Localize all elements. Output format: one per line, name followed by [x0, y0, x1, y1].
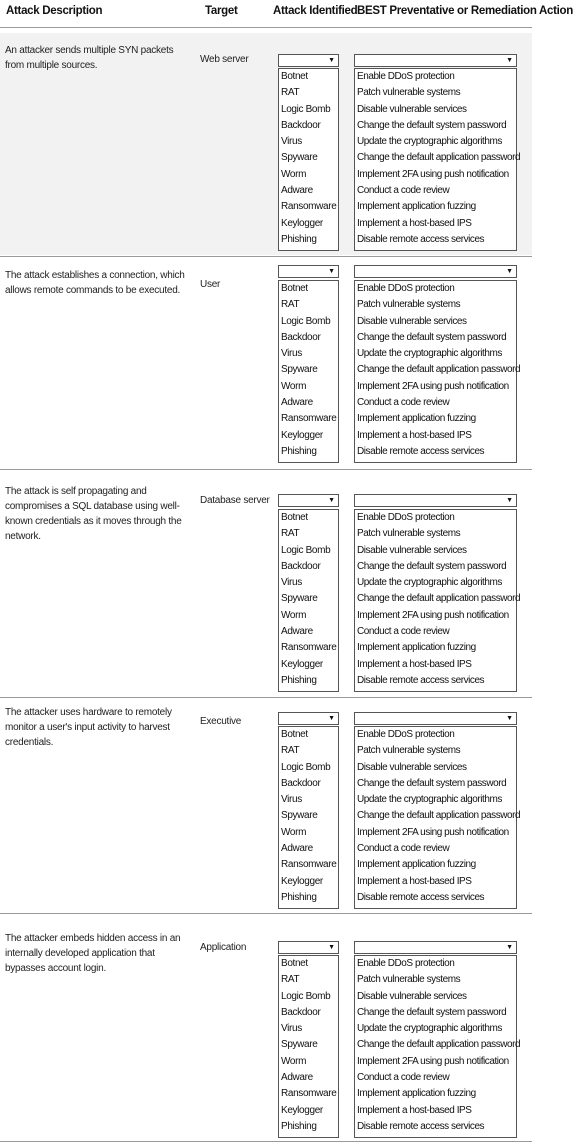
attack-identified-dropdown[interactable]: [278, 494, 339, 507]
attack-options-list[interactable]: [278, 955, 339, 1138]
attack-option[interactable]: Backdoor: [281, 331, 321, 343]
remediation-option[interactable]: Implement a host-based IPS: [357, 217, 472, 229]
attack-target: Application: [200, 942, 247, 953]
remediation-option[interactable]: Change the default application password: [357, 152, 521, 164]
remediation-options-list[interactable]: [354, 509, 521, 692]
remediation-option[interactable]: Patch vulnerable systems: [357, 299, 461, 311]
remediation-options-list[interactable]: [354, 726, 521, 909]
remediation-option[interactable]: Enable DDoS protection: [357, 958, 455, 969]
remediation-action-dropdown[interactable]: [354, 712, 517, 725]
header-target: Target: [205, 5, 238, 17]
attack-option[interactable]: Worm: [281, 380, 307, 392]
attack-option[interactable]: Keylogger: [281, 429, 323, 441]
remediation-option[interactable]: Disable remote access services: [357, 233, 485, 245]
attack-option[interactable]: Keylogger: [281, 875, 323, 887]
remediation-option[interactable]: Disable vulnerable services: [357, 315, 467, 327]
attack-options-list[interactable]: [278, 280, 339, 463]
attack-option[interactable]: Logic Bomb: [281, 103, 331, 115]
remediation-option[interactable]: Enable DDoS protection: [357, 283, 455, 294]
attack-option[interactable]: Backdoor: [281, 119, 321, 131]
attack-description: The attacker uses hardware to remotely monitor a user's input activity to harvest credentials.: [5, 707, 172, 748]
remediation-option[interactable]: Change the default system password: [357, 331, 507, 343]
chevron-down-icon[interactable]: ▼: [328, 57, 335, 64]
attack-option[interactable]: Ransomware: [281, 201, 337, 213]
attack-option[interactable]: RAT: [281, 528, 300, 540]
attack-option[interactable]: Backdoor: [281, 777, 321, 789]
chevron-down-icon[interactable]: ▼: [506, 944, 513, 951]
remediation-option[interactable]: Disable remote access services: [357, 674, 485, 686]
attack-option[interactable]: Logic Bomb: [281, 990, 331, 1002]
remediation-option[interactable]: Implement application fuzzing: [357, 201, 476, 213]
attack-option[interactable]: Ransomware: [281, 642, 337, 654]
attack-option[interactable]: Keylogger: [281, 658, 323, 670]
attack-option[interactable]: Virus: [281, 577, 302, 589]
remediation-option[interactable]: Change the default application password: [357, 593, 521, 605]
attack-option[interactable]: Logic Bomb: [281, 315, 331, 327]
remediation-action-dropdown[interactable]: [354, 494, 517, 507]
attack-option[interactable]: Virus: [281, 794, 302, 806]
remediation-option[interactable]: Implement a host-based IPS: [357, 429, 472, 441]
attack-option[interactable]: Worm: [281, 609, 307, 621]
attack-option[interactable]: Worm: [281, 826, 307, 838]
chevron-down-icon[interactable]: ▼: [328, 497, 335, 504]
attack-identified-dropdown[interactable]: [278, 712, 339, 725]
header-attack-identified: Attack Identified: [273, 5, 358, 17]
attack-option[interactable]: Virus: [281, 136, 302, 148]
remediation-option[interactable]: Conduct a code review: [357, 843, 450, 855]
attack-option[interactable]: Spyware: [281, 810, 318, 822]
attack-option[interactable]: Spyware: [281, 1039, 318, 1051]
chevron-down-icon[interactable]: ▼: [506, 57, 513, 64]
attack-option[interactable]: Keylogger: [281, 1104, 323, 1116]
remediation-option[interactable]: Patch vulnerable systems: [357, 528, 461, 540]
attack-option[interactable]: Botnet: [281, 958, 308, 969]
attack-option[interactable]: Phishing: [281, 1120, 317, 1132]
row-divider: [0, 1141, 532, 1142]
attack-option[interactable]: Adware: [281, 185, 313, 197]
attack-option[interactable]: Phishing: [281, 891, 317, 903]
header-remediation-action: BEST Preventative or Remediation Action: [357, 5, 573, 17]
remediation-option[interactable]: Implement 2FA using push notification: [357, 380, 509, 392]
remediation-option[interactable]: Conduct a code review: [357, 1072, 450, 1084]
attack-option[interactable]: Adware: [281, 626, 313, 638]
row-divider: [0, 256, 532, 257]
remediation-options-list[interactable]: [354, 68, 521, 251]
attack-identified-dropdown[interactable]: [278, 265, 339, 278]
attack-option[interactable]: Backdoor: [281, 1006, 321, 1018]
remediation-option[interactable]: Disable vulnerable services: [357, 761, 467, 773]
attack-target: Web server: [200, 54, 249, 65]
attack-option[interactable]: Logic Bomb: [281, 761, 331, 773]
attack-options-list[interactable]: [278, 726, 339, 909]
attack-option[interactable]: Worm: [281, 168, 307, 180]
attack-option[interactable]: Adware: [281, 397, 313, 409]
attack-option[interactable]: Phishing: [281, 674, 317, 686]
attack-option[interactable]: Phishing: [281, 445, 317, 457]
attack-option[interactable]: RAT: [281, 299, 300, 311]
attack-option[interactable]: Botnet: [281, 71, 308, 82]
remediation-action-dropdown[interactable]: [354, 941, 517, 954]
chevron-down-icon[interactable]: ▼: [328, 944, 335, 951]
attack-option[interactable]: RAT: [281, 745, 300, 757]
chevron-down-icon[interactable]: ▼: [506, 268, 513, 275]
remediation-option[interactable]: Change the default system password: [357, 777, 507, 789]
attack-option[interactable]: Ransomware: [281, 1088, 337, 1100]
remediation-option[interactable]: Change the default application password: [357, 810, 521, 822]
attack-description: The attack is self propagating and compromises a SQL database using well-known credentials as it moves through the network.: [5, 486, 182, 542]
attack-description: The attack establishes a connection, which allows remote commands to be executed.: [5, 270, 185, 296]
attack-option[interactable]: Spyware: [281, 152, 318, 164]
attack-target: User: [200, 279, 221, 290]
remediation-option[interactable]: Disable vulnerable services: [357, 544, 467, 556]
remediation-option[interactable]: Update the cryptographic algorithms: [357, 1023, 502, 1035]
remediation-option[interactable]: Conduct a code review: [357, 626, 450, 638]
remediation-action-dropdown[interactable]: [354, 54, 517, 67]
attack-target: Executive: [200, 716, 242, 727]
chevron-down-icon[interactable]: ▼: [506, 715, 513, 722]
remediation-option[interactable]: Update the cryptographic algorithms: [357, 136, 502, 148]
attack-option[interactable]: Virus: [281, 348, 302, 360]
remediation-option[interactable]: Implement 2FA using push notification: [357, 609, 509, 621]
remediation-option[interactable]: Implement application fuzzing: [357, 413, 476, 425]
remediation-option[interactable]: Change the default system password: [357, 560, 507, 572]
remediation-option[interactable]: Disable vulnerable services: [357, 990, 467, 1002]
attack-option[interactable]: Spyware: [281, 364, 318, 376]
attack-description: An attacker sends multiple SYN packets from multiple sources.: [5, 45, 174, 71]
remediation-option[interactable]: Disable remote access services: [357, 445, 485, 457]
remediation-options-list[interactable]: [354, 955, 521, 1138]
attack-options-list[interactable]: [278, 68, 339, 251]
attack-options-list[interactable]: [278, 509, 339, 692]
remediation-option[interactable]: Implement a host-based IPS: [357, 658, 472, 670]
remediation-option[interactable]: Implement application fuzzing: [357, 642, 476, 654]
attack-option[interactable]: Phishing: [281, 233, 317, 245]
remediation-option[interactable]: Update the cryptographic algorithms: [357, 348, 502, 360]
remediation-option[interactable]: Enable DDoS protection: [357, 71, 455, 82]
remediation-option[interactable]: Enable DDoS protection: [357, 729, 455, 740]
remediation-option[interactable]: Patch vulnerable systems: [357, 745, 461, 757]
remediation-option[interactable]: Implement application fuzzing: [357, 859, 476, 871]
attack-option[interactable]: Adware: [281, 843, 313, 855]
remediation-option[interactable]: Enable DDoS protection: [357, 512, 455, 523]
remediation-option[interactable]: Implement 2FA using push notification: [357, 1055, 509, 1067]
remediation-option[interactable]: Change the default application password: [357, 1039, 521, 1051]
remediation-option[interactable]: Patch vulnerable systems: [357, 974, 461, 986]
remediation-option[interactable]: Implement a host-based IPS: [357, 1104, 472, 1116]
attack-option[interactable]: Botnet: [281, 283, 308, 294]
chevron-down-icon[interactable]: ▼: [328, 268, 335, 275]
remediation-option[interactable]: Disable vulnerable services: [357, 103, 467, 115]
attack-option[interactable]: Keylogger: [281, 217, 323, 229]
attack-identified-dropdown[interactable]: [278, 941, 339, 954]
remediation-option[interactable]: Patch vulnerable systems: [357, 87, 461, 99]
remediation-option[interactable]: Change the default application password: [357, 364, 521, 376]
chevron-down-icon[interactable]: ▼: [328, 715, 335, 722]
remediation-option[interactable]: Implement application fuzzing: [357, 1088, 476, 1100]
remediation-option[interactable]: Update the cryptographic algorithms: [357, 577, 502, 589]
remediation-action-dropdown[interactable]: [354, 265, 517, 278]
header-divider: [0, 27, 532, 28]
remediation-option[interactable]: Implement a host-based IPS: [357, 875, 472, 887]
attack-option[interactable]: Ransomware: [281, 859, 337, 871]
remediation-options-list[interactable]: [354, 280, 521, 463]
header-attack-description: Attack Description: [6, 5, 103, 17]
remediation-option[interactable]: Implement 2FA using push notification: [357, 168, 509, 180]
attack-option[interactable]: Virus: [281, 1023, 302, 1035]
chevron-down-icon[interactable]: ▼: [506, 497, 513, 504]
attack-option[interactable]: Botnet: [281, 729, 308, 740]
remediation-option[interactable]: Conduct a code review: [357, 185, 450, 197]
attack-description: The attacker embeds hidden access in an internally developed application that bypasses account login.: [5, 933, 181, 974]
remediation-option[interactable]: Implement 2FA using push notification: [357, 826, 509, 838]
attack-option[interactable]: RAT: [281, 974, 300, 986]
attack-option[interactable]: Adware: [281, 1072, 313, 1084]
attack-identified-dropdown[interactable]: [278, 54, 339, 67]
attack-option[interactable]: Botnet: [281, 512, 308, 523]
attack-option[interactable]: Ransomware: [281, 413, 337, 425]
attack-option[interactable]: Backdoor: [281, 560, 321, 572]
attack-target: Database server: [200, 495, 270, 506]
attack-option[interactable]: Logic Bomb: [281, 544, 331, 556]
remediation-option[interactable]: Disable remote access services: [357, 1120, 485, 1132]
remediation-option[interactable]: Change the default system password: [357, 1006, 507, 1018]
remediation-option[interactable]: Update the cryptographic algorithms: [357, 794, 502, 806]
attack-option[interactable]: Spyware: [281, 593, 318, 605]
attack-option[interactable]: Worm: [281, 1055, 307, 1067]
remediation-option[interactable]: Change the default system password: [357, 119, 507, 131]
table-header: [0, 0, 573, 26]
remediation-option[interactable]: Disable remote access services: [357, 891, 485, 903]
attack-option[interactable]: RAT: [281, 87, 300, 99]
remediation-option[interactable]: Conduct a code review: [357, 397, 450, 409]
